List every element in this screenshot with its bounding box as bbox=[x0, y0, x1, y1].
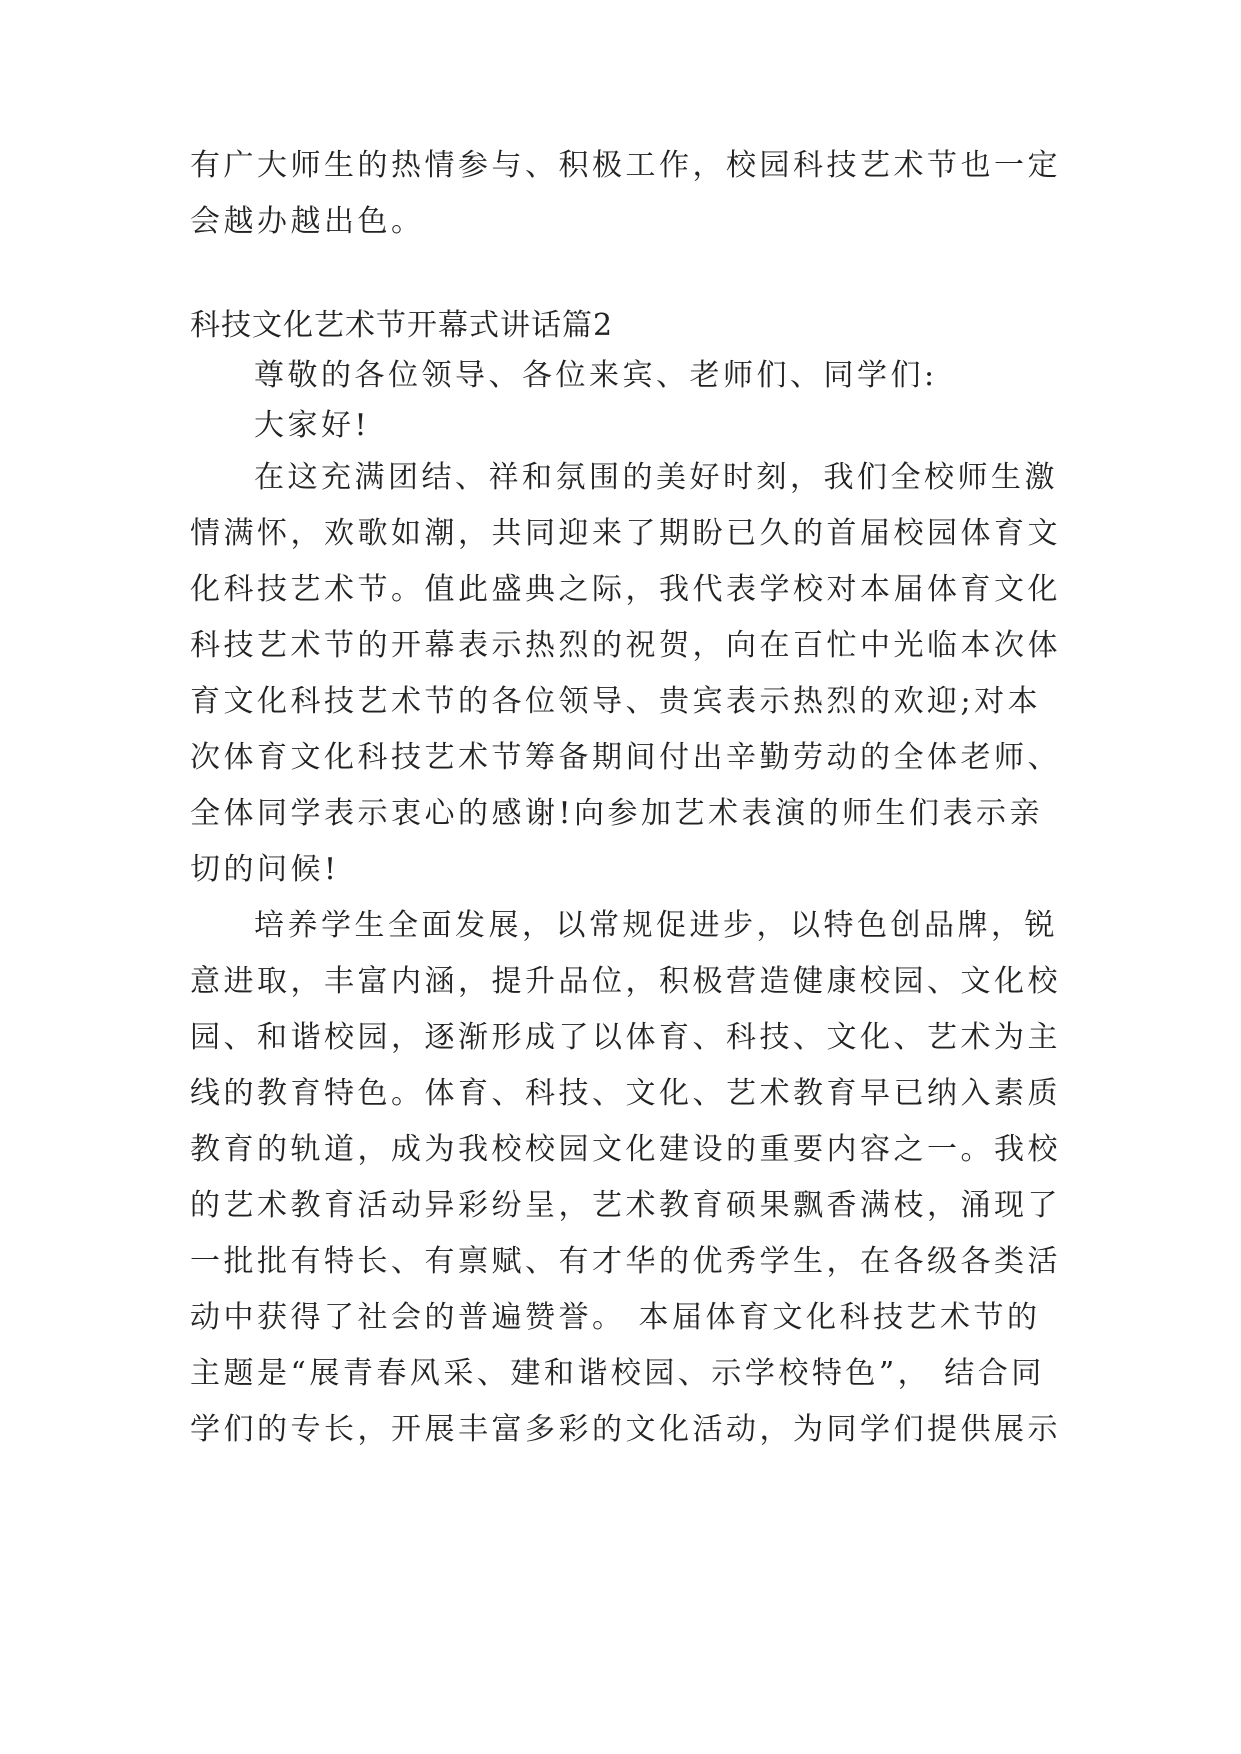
paragraph-line: 科技艺术节的开幕表示热烈的祝贺，向在百忙中光临本次体 bbox=[190, 628, 1061, 663]
paragraph-line: 切的问候! bbox=[190, 852, 340, 887]
paragraph-line: 线的教育特色。体育、科技、文化、艺术教育早已纳入素质 bbox=[190, 1076, 1061, 1111]
greeting: 大家好! bbox=[254, 408, 371, 443]
paragraph-line: 次体育文化科技艺术节筹备期间付出辛勤劳动的全体老师、 bbox=[190, 740, 1061, 775]
paragraph-line: 有广大师生的热情参与、积极工作，校园科技艺术节也一定 bbox=[190, 148, 1061, 183]
paragraph-line: 教育的轨道，成为我校校园文化建设的重要内容之一。我校 bbox=[190, 1132, 1061, 1167]
paragraph-line: 园、和谐校园，逐渐形成了以体育、科技、文化、艺术为主 bbox=[190, 1020, 1061, 1055]
paragraph-line: 情满怀，欢歌如潮，共同迎来了期盼已久的首届校园体育文 bbox=[190, 516, 1061, 551]
paragraph-line: 学们的专长，开展丰富多彩的文化活动，为同学们提供展示 bbox=[190, 1412, 1061, 1447]
paragraph-line: 的艺术教育活动异彩纷呈，艺术教育硕果飘香满枝，涌现了 bbox=[190, 1188, 1061, 1223]
salutation: 尊敬的各位领导、各位来宾、老师们、同学们: bbox=[254, 358, 938, 393]
paragraph-line: 在这充满团结、祥和氛围的美好时刻，我们全校师生激 bbox=[254, 460, 1058, 495]
paragraph-line: 一批批有特长、有禀赋、有才华的优秀学生，在各级各类活 bbox=[190, 1244, 1061, 1279]
paragraph-line: 化科技艺术节。值此盛典之际，我代表学校对本届体育文化 bbox=[190, 572, 1061, 607]
paragraph-line: 会越办越出色。 bbox=[190, 204, 425, 239]
paragraph-line: 育文化科技艺术节的各位领导、贵宾表示热烈的欢迎;对本 bbox=[190, 684, 1042, 719]
paragraph-line: 培养学生全面发展，以常规促进步，以特色创品牌，锐 bbox=[254, 908, 1058, 943]
paragraph-line: 意进取，丰富内涵，提升品位，积极营造健康校园、文化校 bbox=[190, 964, 1061, 999]
section-heading: 科技文化艺术节开幕式讲话篇2 bbox=[190, 308, 614, 343]
paragraph-line: 动中获得了社会的普遍赞誉。 本届体育文化科技艺术节的 bbox=[190, 1300, 1041, 1335]
paragraph-line: 主题是“展青春风采、建和谐校园、示学校特色”， 结合同 bbox=[190, 1356, 1045, 1391]
paragraph-line: 全体同学表示衷心的感谢!向参加艺术表演的师生们表示亲 bbox=[190, 796, 1044, 831]
